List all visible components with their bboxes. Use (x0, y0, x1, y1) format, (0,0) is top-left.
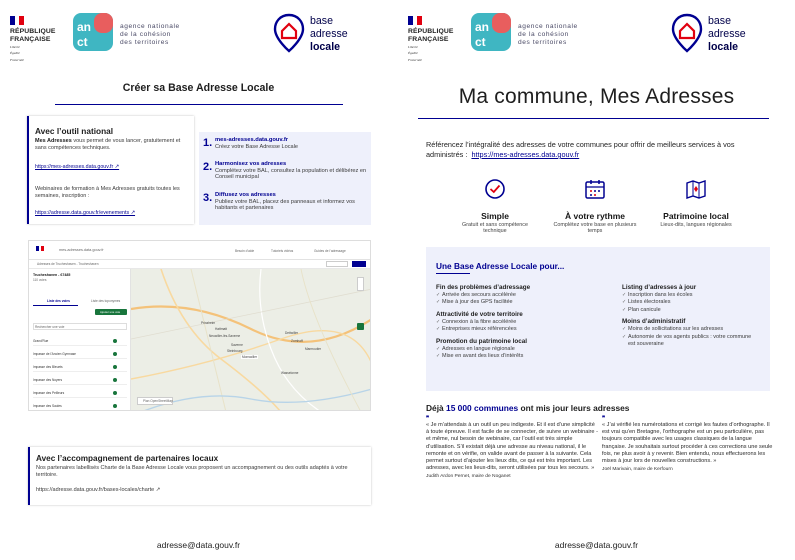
quote-icon: ❞ (426, 416, 430, 422)
quote-icon: ❞ (602, 416, 606, 422)
title-rule (55, 104, 343, 105)
layers-icon (357, 323, 364, 330)
svg-text:ct: ct (77, 35, 88, 49)
feature-simple: Simple Gratuit et sans compétence technique (450, 178, 540, 235)
feature-rythme: À votre rythme Complétez votre base en plusieurs temps (550, 178, 640, 235)
map-icon (685, 178, 707, 200)
rf-motto-2: Égalité (10, 51, 20, 56)
zoom-control (357, 277, 364, 291)
svg-text:an: an (77, 20, 92, 34)
rf-motto-1: Liberté (10, 45, 20, 50)
bal-logo: base adresse locale (670, 11, 770, 55)
agency-name: agence nationale de la cohésion des territoires (120, 23, 180, 46)
map-pin-icon (272, 13, 306, 53)
screenshot-publish-button (352, 261, 366, 267)
calendar-icon (584, 178, 606, 200)
anct-logo (470, 12, 512, 52)
communes-count: Déjà 15 000 communes ont mis jour leurs adresses (426, 403, 630, 413)
benefits-column-1: Fin des problèmes d’adressage ✓ Arrivée des secours accélérée ✓ Mise à jour des GPS facilitée Attractivité de votre territoire ✓ Connexion à la fibre accélérée ✓ Entreprises mieux référencées Promotion du patrimoine local ✓ Adresses en langue régionale ✓ Mise en avant des lieux d’intérêts (436, 280, 606, 360)
rf-name-2: FRANÇAISE (10, 35, 51, 43)
page-title: Créer sa Base Adresse Locale (122, 82, 275, 94)
header (0, 8, 397, 62)
benefits-column-2: Listing d’adresses à jour ✓ Inscription dans les écoles ✓ Listes électorales ✓ Plan canicule Moins d’administratif ✓ Moins de sollicitations sur les adresses ✓ Autonomie de vos agents publics : votre commune est souveraine (622, 280, 757, 348)
rf-motto-3: Fraternité (10, 57, 24, 62)
national-tool-card (27, 116, 194, 224)
card-intro: Mes Adresses vous permet de vous lancer, gratuitement et sans compétences techniques. (35, 138, 181, 151)
testimonial-1: ❞ « Je m’attendais à un outil un peu indigeste. Et il est d’une simplicité à toute épreuve. Il est facile de se connecter, de suivre un webinaire - et même, nul besoin de webinaire, car l’outil est très simple d’utilisation. S’il existait déjà une adresse au niveau national, il le remonte et on vérifie, on valide avant de passer à la suivante. Cela permet surtout d’ajouter les lieux dits, ce qui est très important. Les adresses, avec les lieux-dits, seront utilisées par tous les secours. » Judith Ardon Pernet, maire de Noganet (426, 416, 598, 480)
left-page (0, 0, 397, 560)
benefits-box (426, 247, 770, 391)
screenshot-row: Impasse des Noyers (33, 376, 127, 385)
rf-name-1: RÉPUBLIQUE (10, 28, 56, 35)
page-title: Ma commune, Mes Adresses (458, 85, 735, 108)
testimonial-2: ❞ « J’ai vérifié les numérotations et corrigé les fautes d’orthographe. Il est vrai qu’en Bretagne, l’orthographe est un peu particulière, pas toujours compatible avec les usages classiques de la langue française. Je souhaitais surtout procéder à ces corrections une seule fois, ne plus avoir à y revenir. Bien entendu, nous effectuerons les mises à jour lors de nouvelles constructions. » Joël Marivain, maire de Kerfourn (602, 416, 773, 473)
screenshot-site-name: mes-adresses.data.gouv.fr (59, 248, 104, 252)
republique-francaise-logo: RÉPUBLIQUE FRANÇAISE Liberté Égalité Fraternité (408, 16, 464, 62)
benefits-heading: Une Base Adresse Locale pour... (436, 261, 565, 271)
map-roads (131, 269, 371, 411)
screenshot-map: Prinzheim Hattmatt Neuwiller-lès-Saverne Dettwiller Zornhoff Saverne Steinbourg Monswiller Marmoutier Wasselonne Plan OpenStreetMap (131, 269, 370, 410)
screenshot-row: Impasse de l'Ancien Gymnase (33, 350, 127, 359)
agency-name: agence nationale de la cohésion des territoires (518, 23, 578, 46)
screenshot-row: Grand'Rue (33, 337, 127, 346)
webinar-text: Webinaires de formation à Mes Adresses gratuits toutes les semaines, inscription : (35, 186, 180, 199)
svg-text:ct: ct (475, 35, 486, 49)
mes-adresses-link[interactable]: https://mes-adresses.data.gouv.fr ↗ (35, 164, 120, 170)
screenshot-row: Impasse des Peilleurs (33, 389, 127, 398)
partners-desc: Nos partenaires labellisés Charte de la Base Adresse Locale vous proposent un accompagnement ou des outils adaptés à votre territoire. (36, 465, 348, 478)
anct-logo (72, 12, 114, 52)
partners-card (28, 447, 371, 505)
feature-patrimoine: Patrimoine local Lieux-dits, langues régionales (651, 178, 741, 228)
republique-francaise-logo (10, 16, 66, 62)
svg-text:an: an (475, 20, 490, 34)
app-screenshot: mes-adresses.data.gouv.fr Besoin d’aide Tutoriels vidéos Guides de l’adressage Adresses de Trucheshaven - Trucheshaven Trucheshaven - 67485 110 voies Liste des voies Liste des toponymes Ajouter une voie Rechercher une voie Grand'Rue Impasse de l'Ancien Gymnase Impasse des Bleuets Impasse des Noyers Impasse des Peilleurs Impasse des Saules Prinzheim Hattmatt Neuwiller-lès-Saverne Dettwiller Zornhoff Saverne Steinbourg Monswiller Marmoutier Wasselonne Plan OpenStreetMap (28, 240, 371, 411)
screenshot-row: Impasse des Bleuets (33, 363, 127, 372)
check-badge-icon (484, 178, 506, 200)
contact-email[interactable]: adresse@data.gouv.fr (554, 540, 639, 550)
title-rule (418, 118, 769, 119)
partners-heading: Avec l’accompagnement de partenaires locaux (36, 454, 219, 463)
screenshot-row: Impasse des Saules (33, 402, 127, 411)
intro-link[interactable]: https://mes-adresses.data.gouv.fr (471, 150, 580, 159)
screenshot-sidebar: Trucheshaven - 67485 110 voies Liste des voies Liste des toponymes Ajouter une voie Rechercher une voie Grand'Rue Impasse de l'Ancien Gymnase Impasse des Bleuets Impasse des Noyers Impasse des Peilleurs Impasse des Saules (29, 269, 131, 410)
bal-logo: base adresse locale (272, 11, 372, 55)
contact-email[interactable]: adresse@data.gouv.fr (156, 540, 241, 550)
map-pin-icon (670, 13, 704, 53)
screenshot-topbar: mes-adresses.data.gouv.fr Besoin d’aide Tutoriels vidéos Guides de l’adressage (29, 241, 370, 260)
steps-box: 1. mes-adresses.data.gouv.fr Créez votre Base Adresse Locale 2. Harmonisez vos adresses Complétez votre BAL, consultez la population et délibérez en Conseil municipal 3. Diffusez vos adresses Publiez votre BAL, placez des panneaux et informez vos habitants et partenaires (199, 132, 371, 225)
intro-text: Référencez l’intégralité des adresses de votre communes pour offrir de meilleurs services à vos administrés : https://mes-adresses.data.gouv.fr (426, 140, 735, 159)
right-page (398, 0, 795, 560)
header (398, 8, 795, 62)
charte-link[interactable]: https://adresse.data.gouv.fr/bases-locales/charte ↗ (36, 487, 161, 493)
card-heading: Avec l’outil national (35, 126, 114, 136)
evenements-link[interactable]: https://adresse.data.gouv.fr/evenements ↗ (35, 210, 136, 216)
